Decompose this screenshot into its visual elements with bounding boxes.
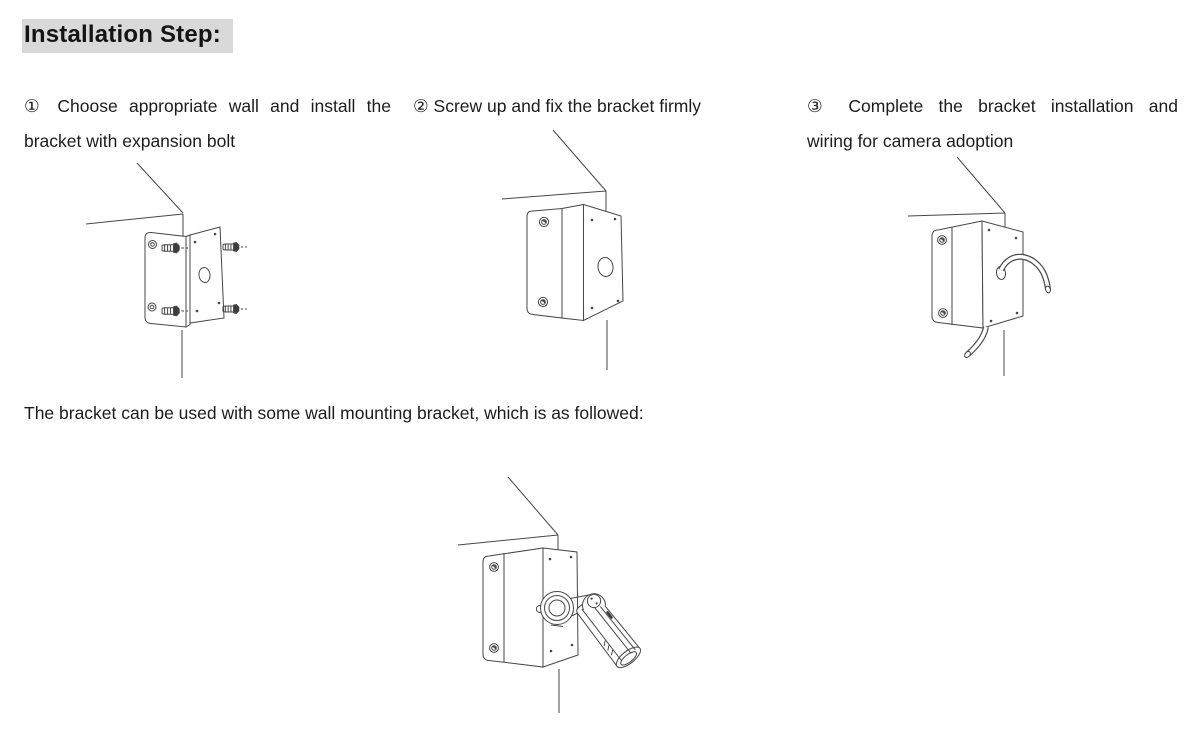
step1-line2: bracket with expansion bolt (24, 131, 236, 151)
step1-line1: ① Choose appropriate wall and install the (24, 96, 391, 116)
page-title: Installation Step: (22, 19, 233, 53)
step2-line1: ② Screw up and fix the bracket firmly (413, 96, 702, 116)
step2-illustration (470, 120, 690, 380)
corner-bracket-wiring-drawing (890, 150, 1090, 380)
step1-text (24, 89, 391, 159)
corner-bracket (527, 205, 623, 321)
step3-line2: wiring for camera adoption (807, 131, 1014, 151)
step3-text (807, 89, 1178, 159)
bottom-illustration (440, 455, 690, 735)
step3-line1: ③ Complete the bracket installation and (807, 96, 1178, 116)
step3-illustration (890, 150, 1090, 380)
corner-bracket-with-camera-drawing (440, 455, 690, 735)
corner-bracket (932, 221, 1023, 328)
corner-bracket-expansion-bolts-drawing (80, 150, 280, 380)
step1-illustration (80, 150, 280, 380)
step2-text (413, 89, 743, 124)
corner-bracket-screwed-drawing (470, 120, 690, 380)
note-text: The bracket can be used with some wall mounting bracket, which is as followed: (24, 403, 644, 423)
corner-bracket (145, 227, 224, 327)
